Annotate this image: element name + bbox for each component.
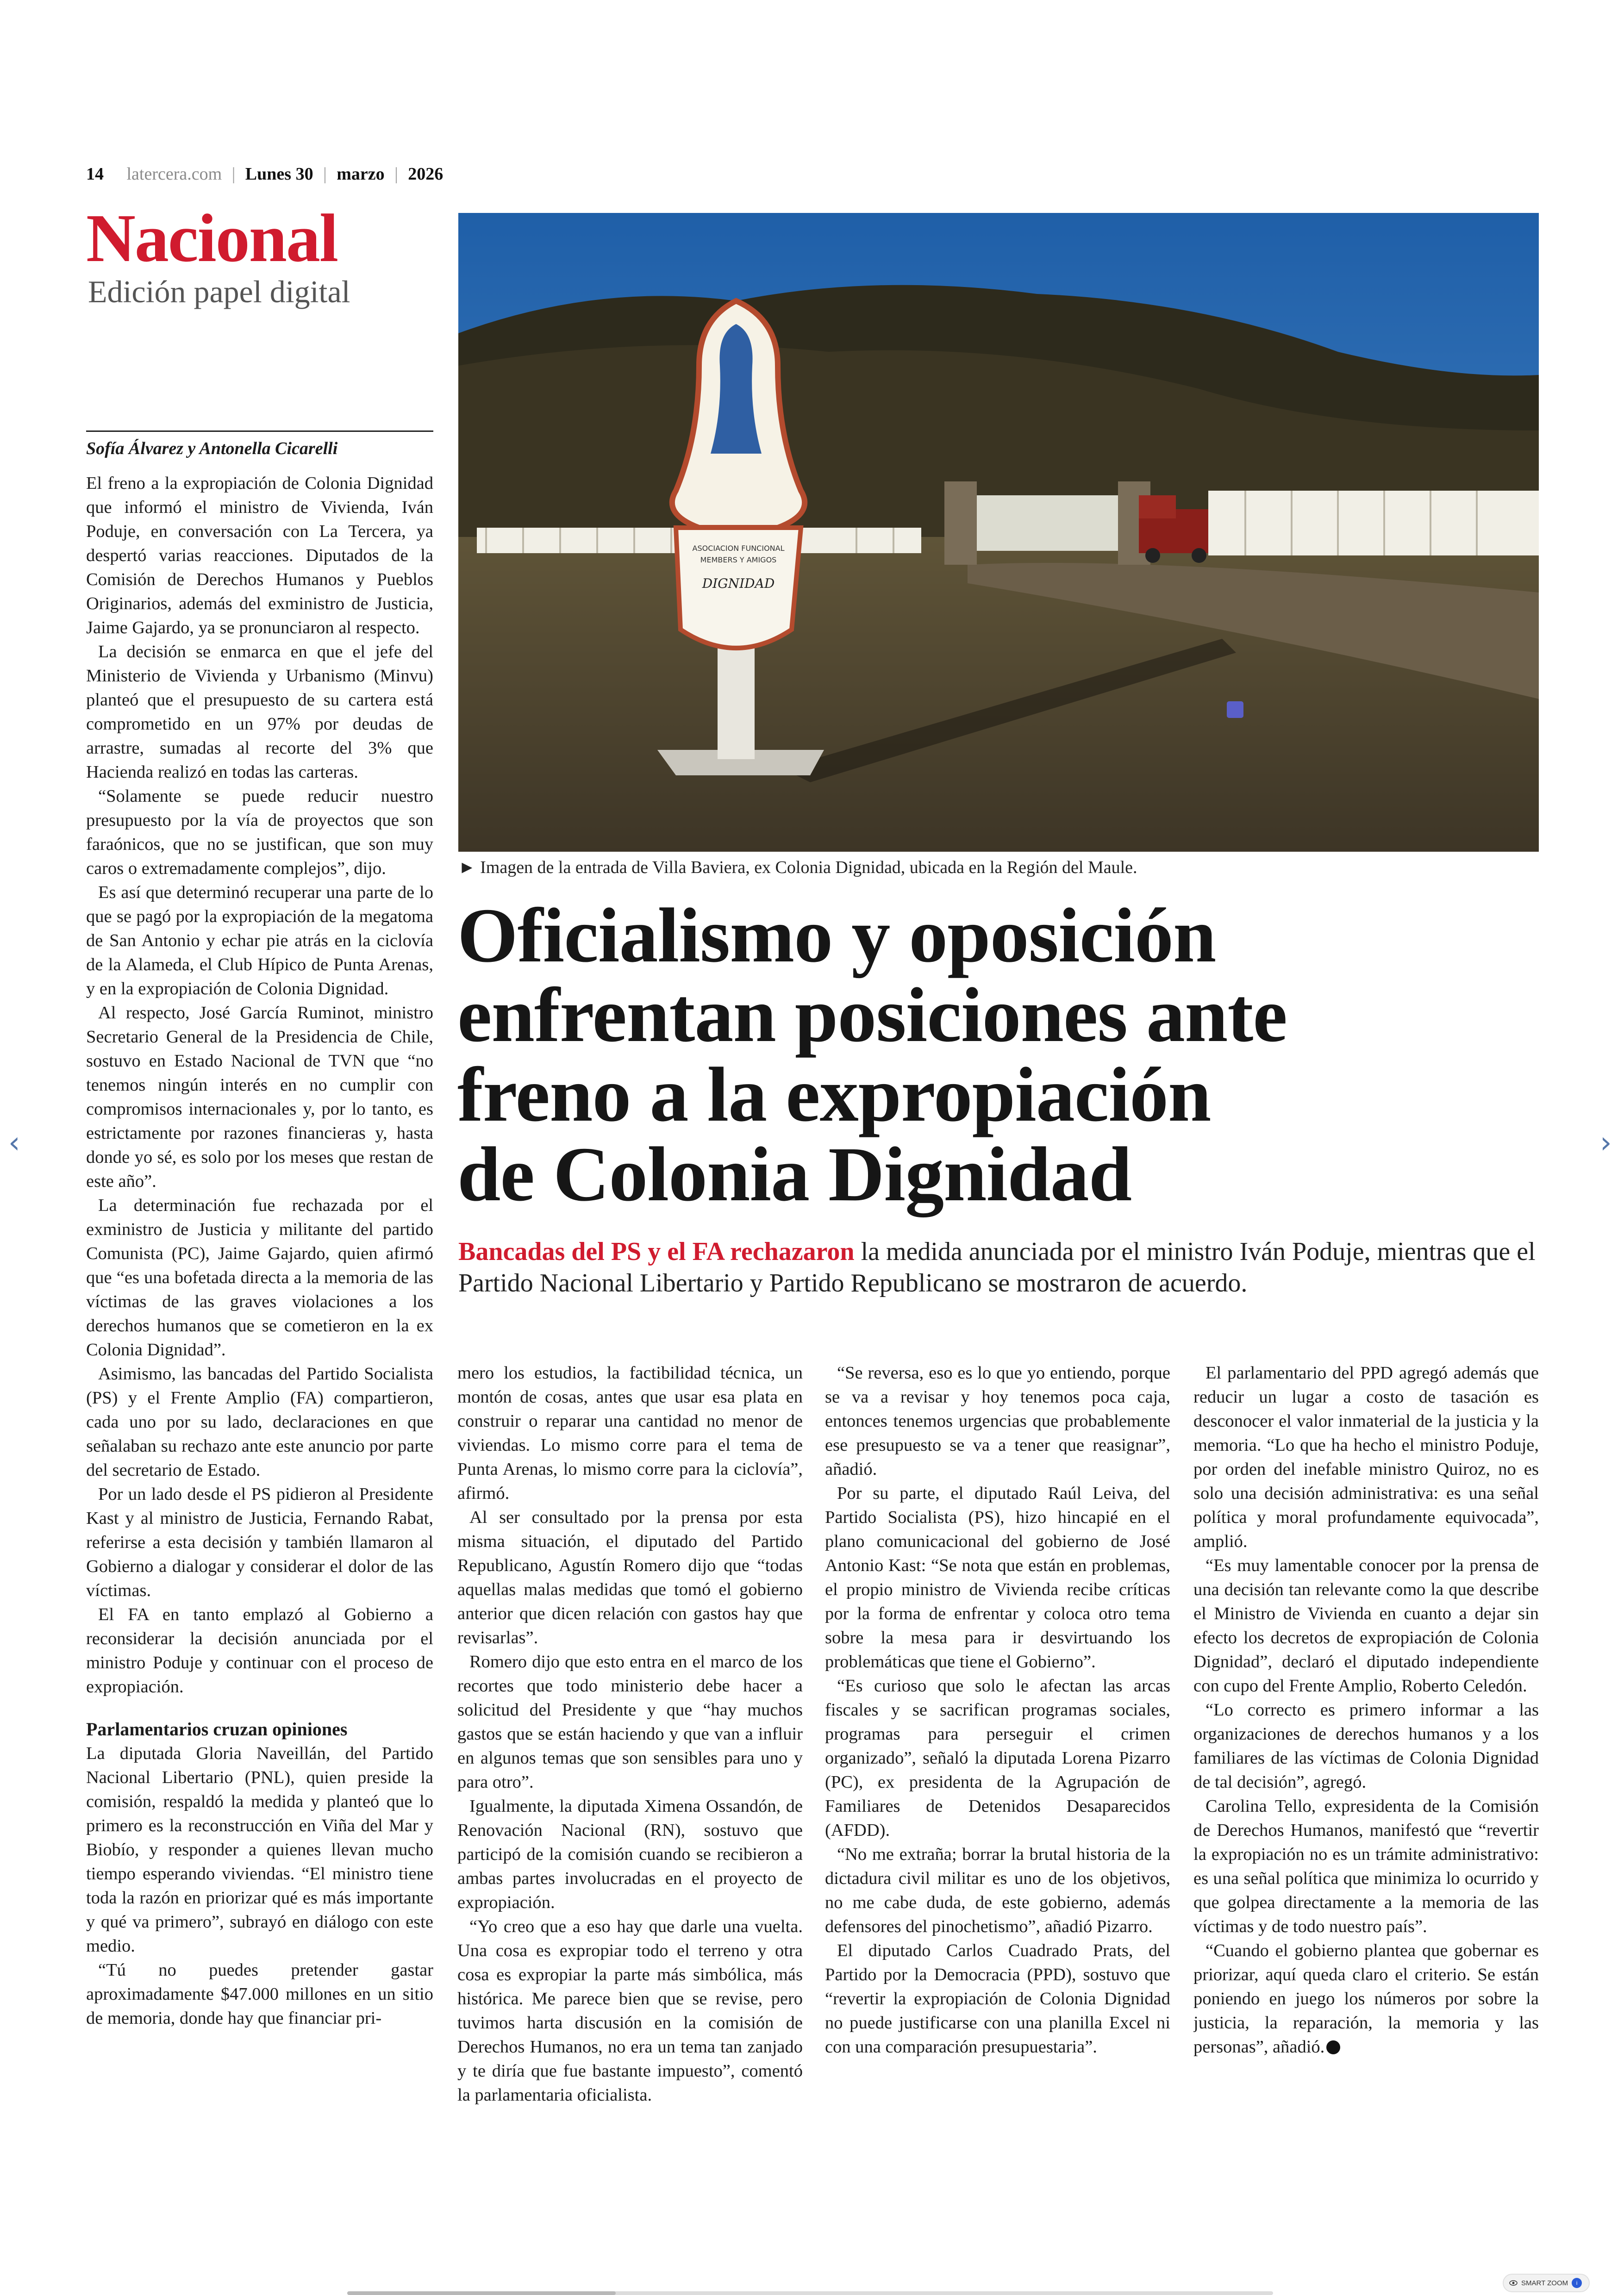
date-day: Lunes 30 (245, 164, 313, 184)
previous-page-button[interactable]: ‹ (8, 1126, 20, 1160)
subheading: Parlamentarios cruzan opiniones (86, 1719, 348, 1740)
deck-text: la medida anunciada por el ministro Iván Poduje, mientras que el Partido Nacional Libertario y Partido Republicano se mostraron de acuerdo. (458, 1237, 1536, 1297)
paragraph: “Se reversa, eso es lo que yo entiendo, porque se va a revisar y hoy tenemos poca caja, entonces tenemos urgencias que probablemente ese presupuesto se va a tener que reasignar”, añadió. (825, 1363, 1170, 1479)
page-number: 14 (86, 164, 104, 184)
article-column-1 (86, 471, 433, 2138)
paragraph: “Lo correcto es primero informar a las organizaciones de derechos humanos y a los familiares de las víctimas de Colonia Dignidad de tal decisión”, agregó. (1193, 1700, 1539, 1792)
paragraph: Romero dijo que esto entra en el marco de los recortes que todo ministerio debe hacer a solicitud del Presidente y que “hay muchos gastos que se están haciendo y que van a influir en algunos temas que son sensibles para uno y para otro”. (457, 1652, 803, 1792)
eye-icon (1509, 2280, 1518, 2286)
paragraph: “Tú no puedes pretender gastar aproximadamente $47.000 millones en un sitio de memoria, donde hay que financiar pri- (86, 1960, 433, 2028)
section-subtitle: Edición papel digital (88, 274, 350, 309)
paragraph: Carolina Tello, expresidenta de la Comisión de Derechos Humanos, manifestó que “revertir la expropiación no es un trámite administrativo: es una señal política que minimiza lo ocurrido y que golpea directamente a la memoria de las víctimas y de todo nuestro país”. (1193, 1796, 1539, 1936)
paragraph: El parlamentario del PPD agregó además que reducir un lugar a costo de tasación es desconocer el valor inmaterial de la justicia y la memoria. “Lo que ha hecho el ministro Poduje, por orden del inefable ministro Quiroz, no es solo una decisión administrativa: es una señal política y moral profundamente equivocada”, amplió. (1193, 1363, 1539, 1551)
page-header (86, 164, 443, 184)
headline-line: enfrentan posiciones ante (457, 972, 1287, 1058)
sign-text: DIGNIDAD (702, 576, 775, 591)
article-column-4 (1193, 1361, 1539, 2148)
paragraph: Igualmente, la diputada Ximena Ossandón, de Renovación Nacional (RN), sostuvo que participó de la comisión cuando se recibieron a ambas partes involucradas en el proyecto de expropiación. (457, 1796, 803, 1912)
paragraph: El freno a la expropiación de Colonia Dignidad que informó el ministro de Vivienda, Iván Poduje, en conversación con La Tercera, ya despertó varias reacciones. Diputados de la Comisión de Derechos Humanos y Pueblos Originarios, además del exministro de Justicia, Jaime Gajardo, ya se pronunciaron al respecto. (86, 474, 433, 637)
sign-text: MEMBERS Y AMIGOS (700, 555, 777, 564)
article-column-3 (825, 1361, 1170, 2148)
sign-text: ASOCIACION FUNCIONAL (692, 544, 785, 553)
deck-highlight: Bancadas del PS y el FA rechazaron (458, 1237, 855, 1266)
site-name: latercera.com (126, 164, 222, 184)
date-year: 2026 (408, 164, 443, 184)
headline-line: freno a la expropiación (457, 1052, 1211, 1138)
paragraph: “No me extraña; borrar la brutal historia de la dictadura civil militar es uno de los objetivos, no me cabe duda, de este gobierno, además defensores del pinochetismo”, añadió Pizarro. (825, 1845, 1170, 1936)
paragraph: “Es curioso que solo le afectan las arcas fiscales y se sacrifican programas sociales, programas para perseguir el crimen organizado”, señaló la diputada Lorena Pizarro (PC), ex presidenta de la Agrupación de Familiares de Detenidos Desaparecidos (AFDD). (825, 1676, 1170, 1840)
paragraph (1193, 1939, 1539, 2059)
scrollbar-thumb[interactable] (347, 2291, 616, 2295)
divider: | (231, 164, 236, 184)
paragraph: “Es muy lamentable conocer por la prensa de una decisión tan relevante como la que describe el Ministro de Vivienda en cuanto a dejar sin efecto los decretos de expropiación de Colonia Dignidad”, declaró el diputado independiente con cupo del Frente Amplio, Roberto Celedón. (1193, 1556, 1539, 1696)
paragraph: El diputado Carlos Cuadrado Prats, del Partido por la Democracia (PPD), sostuvo que “revertir la expropiación de Colonia Dignidad no puede justificarse con una planilla Excel ni con una comparación presupuestaria”. (825, 1941, 1170, 2057)
paragraph: El FA en tanto emplazó al Gobierno a reconsiderar la decisión anunciada por el ministro Poduje y continuar con el proceso de expropiación. (86, 1605, 433, 1696)
paragraph: La determinación fue rechazada por el exministro de Justicia y militante del partido Comunista (PC), Jaime Gajardo, quien afirmó que “es una bofetada directa a la memoria de las víctimas de las graves violaciones a los derechos humanos que se cometieron en la ex Colonia Dignidad”. (86, 1196, 433, 1360)
paragraph: mero los estudios, la factibilidad técnica, un montón de cosas, antes que usar esa plata en construir o reparar una cantidad no menor de viviendas. Lo mismo corre para el tema de Punta Arenas, lo mismo corre para la ciclovía”, afirmó. (457, 1363, 803, 1503)
smart-zoom-label: SMART ZOOM (1521, 2279, 1568, 2287)
end-mark-icon (1326, 2040, 1340, 2054)
smart-zoom-button[interactable] (1503, 2274, 1590, 2292)
paragraph: Por su parte, el diputado Raúl Leiva, del Partido Socialista (PS), hizo hincapié en el plano comunicacional del gobierno de José Antonio Kast: “Se nota que están en problemas, el propio ministro de Vivienda recibe críticas por la forma de enfrentar y coloca otro tema sobre la mesa para ir desvirtuando los problemáticas que tiene el Gobierno”. (825, 1484, 1170, 1671)
paragraph-text: “Cuando el gobierno plantea que gobernar es priorizar, aquí queda claro el criterio. Se están poniendo en juego los números por sobre la justicia, la reparación, la memoria y las personas”, añadió. (1193, 1941, 1539, 2057)
divider: | (394, 164, 398, 184)
paragraph: Por un lado desde el PS pidieron al Presidente Kast y al ministro de Justicia, Fernando Rabat, referirse a esta decisión y también llamaron al Gobierno a dialogar y considerar el dolor de las víctimas. (86, 1484, 433, 1600)
article-photo (458, 213, 1539, 852)
date-month: marzo (337, 164, 385, 184)
paragraph: La decisión se enmarca en que el jefe del Ministerio de Vivienda y Urbanismo (Minvu) planteó que el presupuesto de su cartera está comprometido en un 97% por deudas de arrastre, sumadas al recorte del 3% que Hacienda realizó en todas las carteras. (86, 642, 433, 782)
next-page-button[interactable]: › (1600, 1126, 1612, 1160)
divider: | (323, 164, 327, 184)
paragraph: “Solamente se puede reducir nuestro presupuesto por la vía de proyectos que son faraónicos, que no se justifican, que son muy caros o extremadamente complejos”, dijo. (86, 786, 433, 878)
paragraph: Asimismo, las bancadas del Partido Socialista (PS) y el Frente Amplio (FA) compartieron, cada uno por su lado, declaraciones en que señalaban su rechazo ante este anuncio por parte del secretario de Estado. (86, 1364, 433, 1480)
paragraph: Al ser consultado por la prensa por esta misma situación, el diputado del Partido Republicano, Agustín Romero dijo que “todas aquellas malas medidas que tomó el gobierno anterior que dicen relación con gastos hay que revisarlas”. (457, 1508, 803, 1647)
paragraph: La diputada Gloria Naveillán, del Partido Nacional Libertario (PNL), quien preside la comisión, respaldó la medida y planteó que lo primero es la reconstrucción en Viña del Mar y Biobío, y responder a quienes llevan mucho tiempo esperando viviendas. “El ministro tiene toda la razón en priorizar qué es más importante y qué va primero”, subrayó en diálogo con este medio. (86, 1744, 433, 1956)
photo-caption: ► Imagen de la entrada de Villa Baviera, ex Colonia Dignidad, ubicada en la Región del Maule. (458, 858, 1137, 877)
headline-line: de Colonia Dignidad (457, 1131, 1132, 1217)
headline-line: Oficialismo y oposición (457, 892, 1216, 979)
deck (458, 1236, 1542, 1299)
paragraph: Al respecto, José García Ruminot, ministro Secretario General de la Presidencia de Chile, sostuvo en Estado Nacional de TVN que “no tenemos ningún interés en no cumplir con compromisos internacionales y, por lo tanto, es estrictamente por razones financieras y, hasta donde yo sé, es solo por los meses que restan de este año”. (86, 1003, 433, 1191)
section-title: Nacional (86, 200, 338, 276)
paragraph: “Yo creo que a eso hay que darle una vuelta. Una cosa es expropiar todo el terreno y otra cosa es expropiar la parte más simbólica, más histórica. Me parece bien que se revise, pero tuvimos harta discusión en la comisión de Derechos Humanos, no era un tema tan zanjado y te diría que fue bastante impuesto”, comentó la parlamentaria oficialista. (457, 1917, 803, 2105)
info-badge-icon: i (1572, 2278, 1582, 2288)
article-column-2 (457, 1361, 803, 2148)
paragraph: Es así que determinó recuperar una parte de lo que se pagó por la expropiación de la megatoma de San Antonio y echar pie atrás en la ciclovía de la Alameda, el Club Hípico de Punta Arenas, y en la expropiación de Colonia Dignidad. (86, 883, 433, 998)
byline: Sofía Álvarez y Antonella Cicarelli (86, 430, 433, 459)
headline (457, 892, 1541, 1217)
